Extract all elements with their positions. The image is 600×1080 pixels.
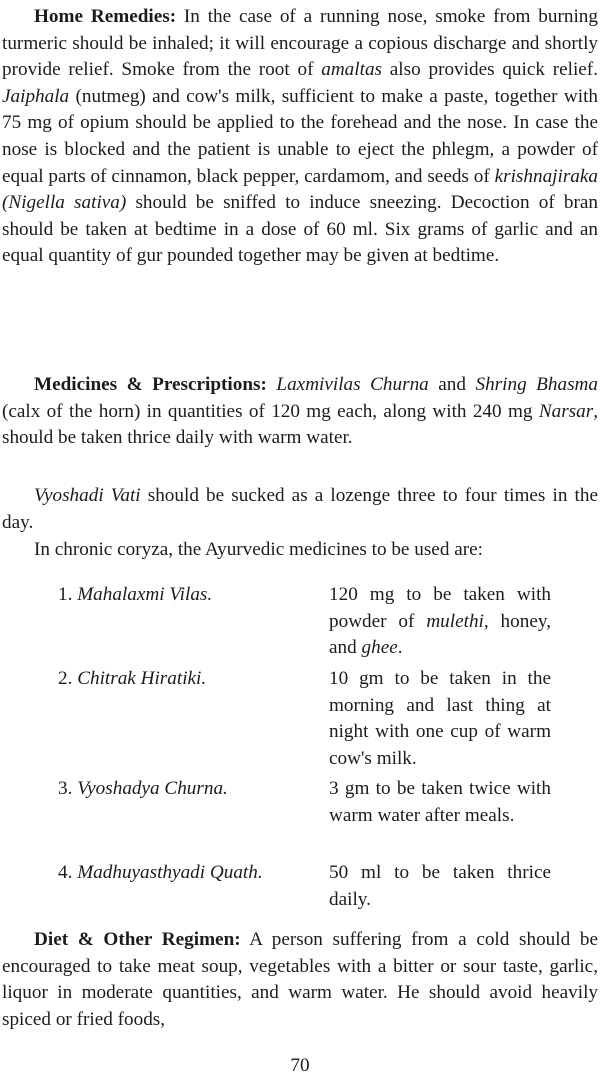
dosage-text: 120 mg to be taken with powder of mulethi, honey, and ghee.: [329, 584, 551, 659]
medicines-paragraph: Medicines & Prescriptions: Laxmivilas Churna and Shring Bhasma (calx of the horn) in quantities of 120 mg each, along with 240 mg Narsar, should be taken thrice daily with warm water.: [2, 374, 598, 449]
chronic-coryza-intro: In chronic coryza, the Ayurvedic medicines to be used are:: [34, 539, 483, 560]
medicine-name: 1. Mahalaxmi Vilas.: [58, 584, 213, 605]
dosage-text: 50 ml to be taken thrice daily.: [329, 862, 551, 910]
medicines-heading: Medicines & Prescriptions:: [34, 374, 267, 395]
dosage-text: 3 gm to be taken twice with warm water after meals.: [329, 778, 551, 826]
medicine-name: 4. Madhuyasthyadi Quath.: [58, 862, 263, 883]
home-remedies-heading: Home Remedies:: [34, 6, 177, 27]
diet-heading: Diet & Other Regimen:: [34, 929, 241, 950]
diet-regimen-paragraph: Diet & Other Regimen: A person suffering from a cold should be encouraged to take meat soup, vegetables with a bitter or sour taste, garlic, liquor in moderate quantities, and warm water. He should avoid heavily spiced or fried foods,: [2, 929, 598, 1030]
dosage-text: 10 gm to be taken in the morning and last thing at night with one cup of warm cow's milk.: [329, 668, 551, 769]
vyoshadi-paragraph: Vyoshadi Vati should be sucked as a lozenge three to four times in the day.: [2, 485, 598, 533]
home-remedies-paragraph: Home Remedies: In the case of a running nose, smoke from burning turmeric should be inhaled; it will encourage a copious discharge and shortly provide relief. Smoke from the root of amaltas also provides quick relief. Jaiphala (nutmeg) and cow's milk, sufficient to make a paste, together with 75 mg of opium should be applied to the forehead and the nose. In case the nose is blocked and the patient is unable to eject the phlegm, a powder of equal parts of cinnamon, black pepper, cardamom, and seeds of krishnajiraka (Nigella sativa) should be sniffed to induce sneezing. Decoction of bran should be taken at bedtime in a dose of 60 ml. Six grams of garlic and an equal quantity of gur pounded together may be given at bedtime.: [2, 6, 598, 267]
page-number: 70: [290, 1055, 310, 1076]
medicine-name: 2. Chitrak Hiratiki.: [58, 668, 207, 689]
medicine-name: 3. Vyoshadya Churna.: [58, 778, 228, 799]
